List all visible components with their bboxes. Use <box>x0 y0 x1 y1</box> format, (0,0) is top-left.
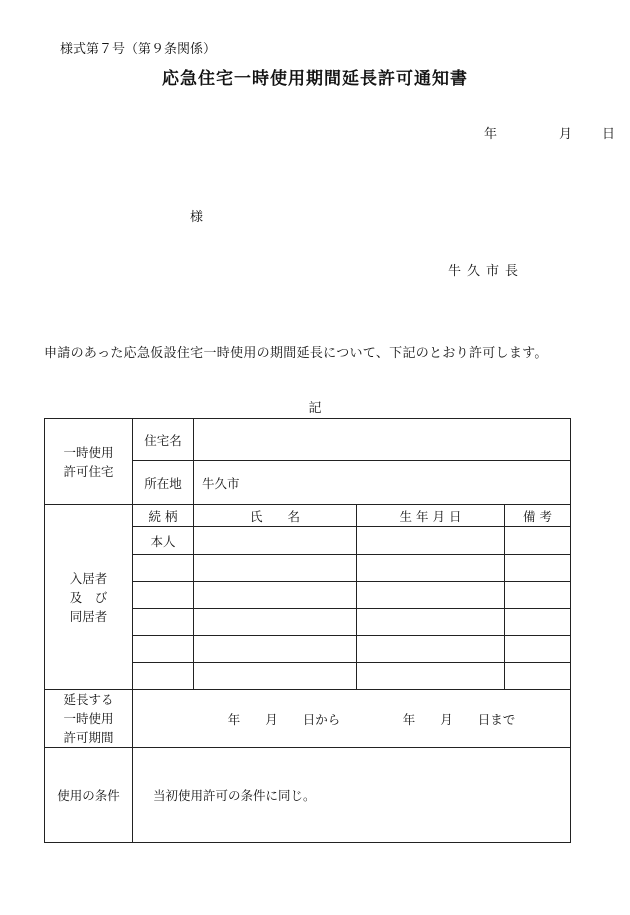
residents-label-line2: 及 び <box>69 589 108 605</box>
addressee-suffix: 様 <box>190 210 204 225</box>
name-cell[interactable] <box>194 555 357 582</box>
period-label-line3: 許可期間 <box>63 730 114 745</box>
birthdate-cell[interactable] <box>357 527 505 555</box>
date-line <box>484 123 615 142</box>
date-day: 日 <box>602 127 616 142</box>
name-cell[interactable] <box>194 609 357 636</box>
address-field[interactable]: 牛久市 <box>194 461 571 505</box>
period-field[interactable]: 年 月 日から 年 月 日まで <box>133 690 571 748</box>
date-month: 月 <box>559 127 573 142</box>
column-header-relation: 続 柄 <box>133 505 194 527</box>
remarks-cell[interactable] <box>505 609 571 636</box>
conditions-label: 使用の条件 <box>45 748 133 843</box>
issuer: 牛久市長 <box>448 264 525 279</box>
column-header-name: 氏 名 <box>194 505 357 527</box>
housing-label-line2: 許可住宅 <box>63 463 114 479</box>
period-label <box>45 690 133 748</box>
relation-cell[interactable]: 本人 <box>133 527 194 555</box>
form-number: 様式第７号（第９条関係） <box>60 42 217 57</box>
name-cell[interactable] <box>194 582 357 609</box>
name-cell[interactable] <box>194 527 357 555</box>
housing-section-label <box>45 419 133 505</box>
remarks-cell[interactable] <box>505 527 571 555</box>
remarks-cell[interactable] <box>505 636 571 663</box>
body-text: 申請のあった応急仮設住宅一時使用の期間延長について、下記のとおり許可します。 <box>44 346 548 361</box>
birthdate-cell[interactable] <box>357 555 505 582</box>
relation-cell[interactable] <box>133 555 194 582</box>
column-header-remarks: 備 考 <box>505 505 571 527</box>
ki-heading: 記 <box>308 401 322 416</box>
housing-name-field[interactable] <box>194 419 571 461</box>
birthdate-cell[interactable] <box>357 663 505 690</box>
date-year: 年 <box>484 127 498 142</box>
conditions-field[interactable]: 当初使用許可の条件に同じ。 <box>133 748 571 843</box>
remarks-cell[interactable] <box>505 663 571 690</box>
period-label-line2: 一時使用 <box>63 711 114 726</box>
period-label-line1: 延長する <box>63 692 114 707</box>
relation-cell[interactable] <box>133 663 194 690</box>
residents-label-line1: 入居者 <box>69 570 108 586</box>
residents-label-line3: 同居者 <box>69 608 108 624</box>
housing-name-label: 住宅名 <box>133 419 194 461</box>
birthdate-cell[interactable] <box>357 609 505 636</box>
name-cell[interactable] <box>194 636 357 663</box>
relation-cell[interactable] <box>133 582 194 609</box>
permit-table <box>44 418 571 843</box>
remarks-cell[interactable] <box>505 582 571 609</box>
name-cell[interactable] <box>194 663 357 690</box>
column-header-birthdate: 生 年 月 日 <box>357 505 505 527</box>
residents-section-label <box>45 505 133 690</box>
housing-label-line1: 一時使用 <box>63 444 114 460</box>
birthdate-cell[interactable] <box>357 582 505 609</box>
birthdate-cell[interactable] <box>357 636 505 663</box>
address-label: 所在地 <box>133 461 194 505</box>
document-title: 応急住宅一時使用期間延長許可通知書 <box>162 69 468 89</box>
remarks-cell[interactable] <box>505 555 571 582</box>
relation-cell[interactable] <box>133 636 194 663</box>
relation-cell[interactable] <box>133 609 194 636</box>
